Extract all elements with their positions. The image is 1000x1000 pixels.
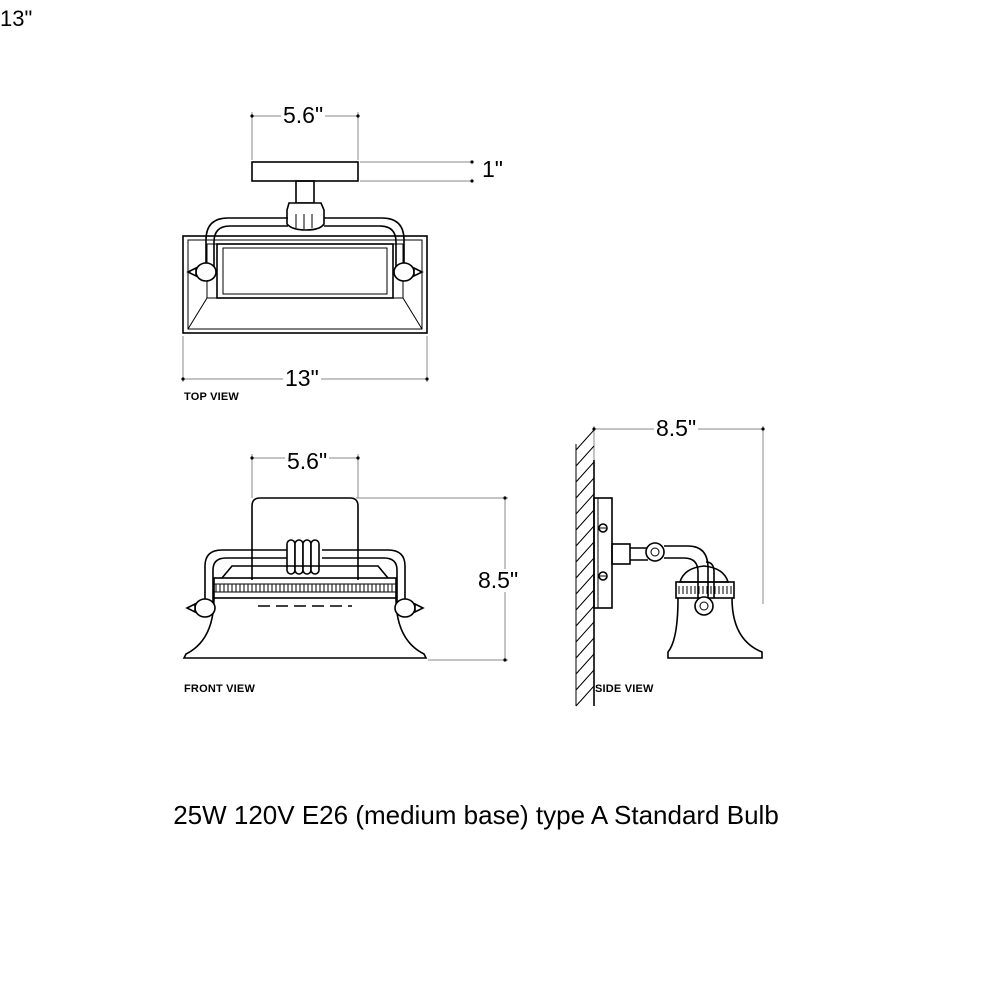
top-view-backplate-depth-label: 1" [482, 156, 503, 182]
bulb-spec-caption: 25W 120V E26 (medium base) type A Standard Bulb [173, 800, 779, 830]
corner-dimension-label: 13" [0, 6, 33, 31]
front-view-label: FRONT VIEW [184, 683, 256, 695]
front-view-backplate-width-label: 5.6" [287, 448, 328, 474]
top-view-backplate-width-label: 5.6" [283, 102, 324, 128]
front-view-height-label: 8.5" [478, 567, 519, 593]
beading-pattern [216, 584, 392, 592]
side-view-projection-label: 8.5" [656, 415, 697, 441]
side-view-drawing [576, 426, 765, 706]
top-view-drawing [181, 112, 473, 382]
front-view-drawing [184, 454, 508, 662]
top-view-label: TOP VIEW [184, 391, 239, 403]
wall-hatching [576, 430, 594, 706]
side-view-label: SIDE VIEW [595, 683, 654, 695]
top-view-overall-width-label: 13" [285, 365, 319, 391]
side-beading [679, 586, 731, 594]
